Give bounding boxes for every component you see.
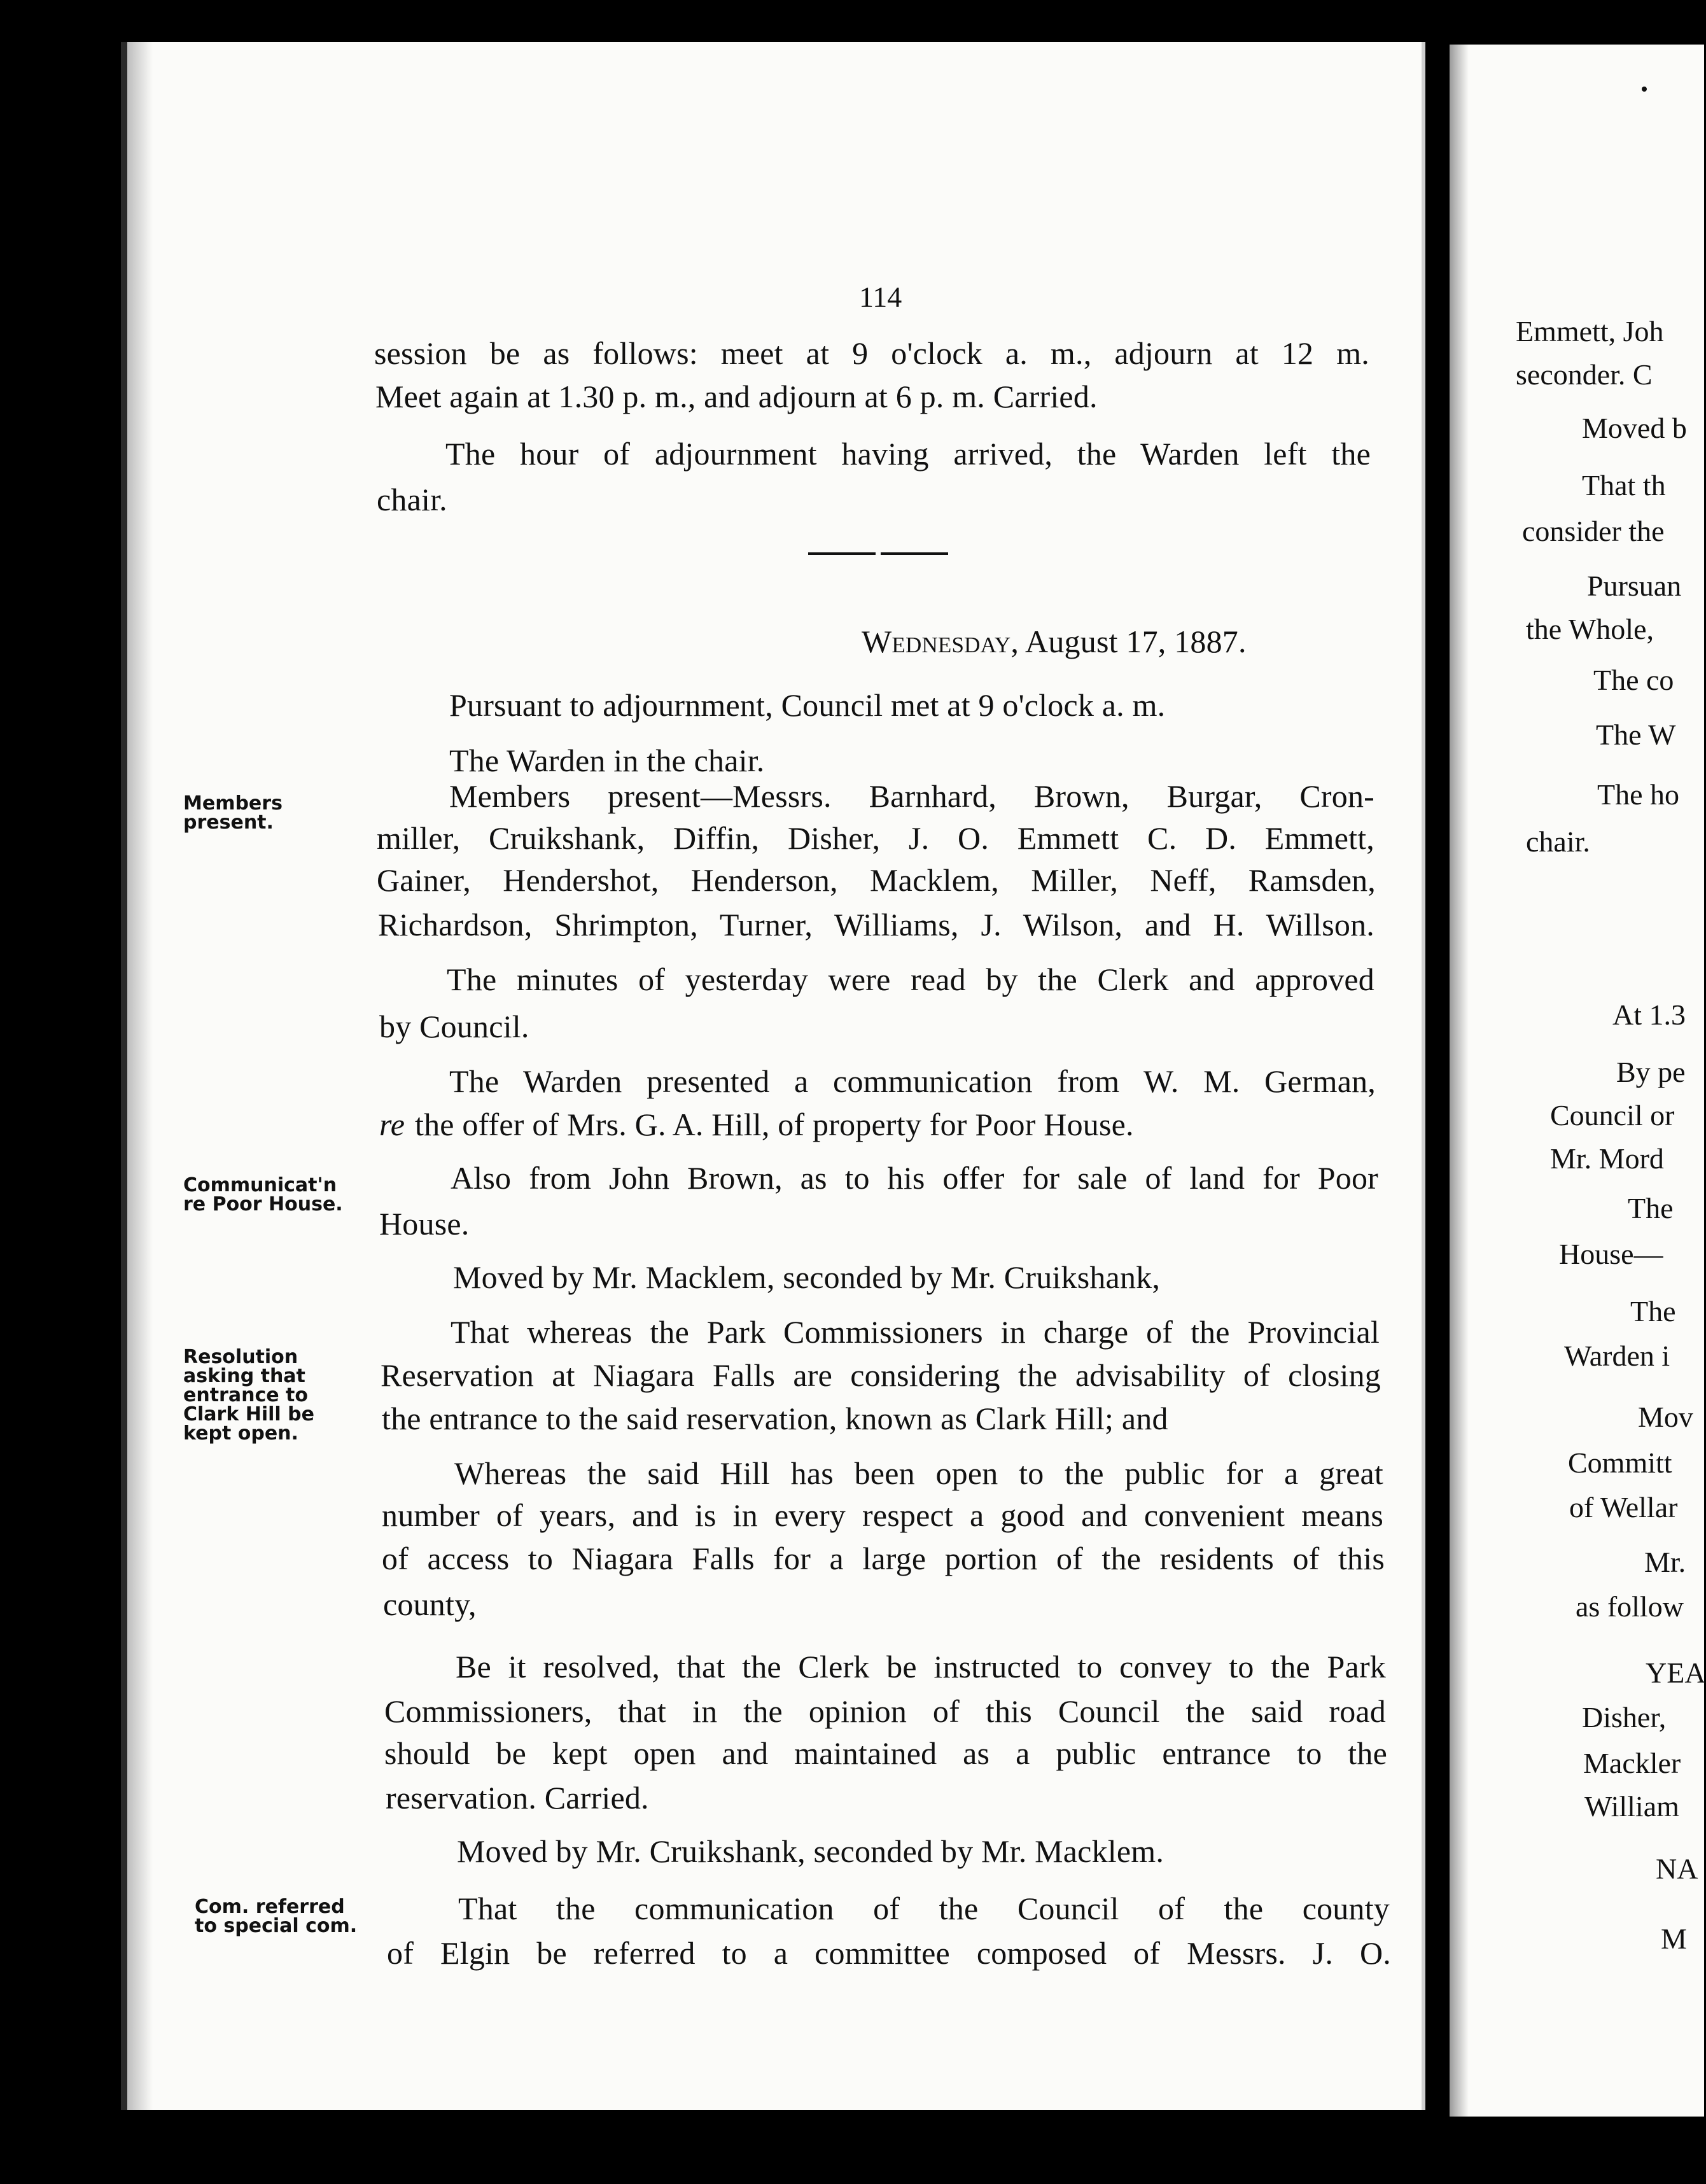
right-text-line: NA — [1656, 1852, 1698, 1885]
right-text-line: consider the — [1522, 515, 1665, 547]
text-line: Moved by Mr. Macklem, seconded by Mr. Cruikshank, — [453, 1259, 1161, 1295]
right-text-line: Moved b — [1582, 412, 1687, 444]
text-line: Gainer, Hendershot, Henderson, Macklem, Miller, Neff, Ramsden, — [377, 862, 1376, 898]
date-heading-date: August 17, 1887. — [1025, 624, 1247, 659]
text-line: of access to Niagara Falls for a large portion of the residents of this — [382, 1541, 1385, 1576]
text-line: Richardson, Shrimpton, Turner, Williams, J. Wilson, and H. Willson. — [378, 907, 1374, 942]
right-text-line: the Whole, — [1526, 613, 1654, 645]
text-line: Also from John Brown, as to his offer for sale of land for Poor — [451, 1160, 1378, 1196]
text-line: The Warden presented a communication from W. M. German, — [449, 1063, 1376, 1099]
right-text-line: Pursuan — [1587, 570, 1682, 602]
text-line: Pursuant to adjournment, Council met at 9 o'clock a. m. — [449, 687, 1166, 723]
text-line: re — [379, 1107, 405, 1142]
text-line: Be it resolved, that the Clerk be instructed to convey to the Park — [456, 1649, 1386, 1684]
text-line: the entrance to the said reservation, known as Clark Hill; and — [382, 1401, 1168, 1436]
page-number: 114 — [859, 281, 902, 313]
right-text-line: Mr. Mord — [1550, 1142, 1664, 1175]
right-text-line: William — [1584, 1790, 1679, 1823]
text-line: by Council. — [379, 1009, 529, 1044]
ink-speck — [1642, 87, 1647, 92]
right-text-line: Warden i — [1564, 1340, 1670, 1372]
margin-note: Members present. — [183, 792, 283, 834]
right-text-line: By pe — [1616, 1056, 1686, 1088]
date-heading — [862, 626, 1247, 657]
right-text-line: Committ — [1568, 1446, 1672, 1479]
right-text-line: Mackler — [1583, 1747, 1681, 1779]
right-text-line: as follow — [1576, 1590, 1684, 1623]
text-line: chair. — [377, 482, 447, 517]
right-text-line: Mov — [1638, 1401, 1693, 1433]
right-text-line: of Wellar — [1569, 1491, 1678, 1523]
margin-note: Com. referred to special com. — [195, 1896, 358, 1937]
section-divider — [808, 552, 948, 555]
text-line: House. — [379, 1206, 470, 1242]
right-text-line: Emmett, Joh — [1516, 315, 1664, 347]
text-line: Commissioners, that in the opinion of this Council the said road — [384, 1693, 1386, 1729]
right-text-line: That th — [1582, 469, 1666, 501]
text-line: That the communication of the Council of the county — [458, 1891, 1390, 1926]
text-line: Meet again at 1.30 p. m., and adjourn at 6 p. m. Carried. — [375, 379, 1098, 414]
right-text-line: YEA — [1646, 1656, 1706, 1689]
text-line: The hour of adjournment having arrived, the Warden left the — [445, 436, 1371, 472]
right-text-line: The ho — [1597, 778, 1680, 811]
text-line: the offer of Mrs. G. A. Hill, of property for Poor House. — [415, 1107, 1134, 1142]
right-text-line: House— — [1559, 1238, 1663, 1270]
text-line: of Elgin be referred to a committee composed of Messrs. J. O. — [387, 1935, 1391, 1971]
right-text-line: The — [1628, 1192, 1674, 1224]
date-heading-day: Wednesday, — [862, 624, 1019, 659]
text-line: session be as follows: meet at 9 o'clock a. m., adjourn at 12 m. — [374, 335, 1369, 371]
right-text-line: The co — [1593, 664, 1674, 696]
text-line: reservation. Carried. — [386, 1780, 649, 1816]
text-line: number of years, and is in every respect a good and convenient means — [382, 1497, 1383, 1533]
text-line: The Warden in the chair. — [449, 743, 765, 778]
text-line: Members present—Messrs. Barnhard, Brown, Burgar, Cron- — [449, 778, 1374, 814]
text-line: The minutes of yesterday were read by the Clerk and approved — [447, 962, 1374, 997]
right-text-line: The — [1630, 1295, 1676, 1327]
text-line: Whereas the said Hill has been open to the public for a great — [454, 1455, 1383, 1491]
right-text-line: Council or — [1550, 1099, 1675, 1131]
right-text-line: At 1.3 — [1612, 998, 1686, 1031]
text-line: county, — [383, 1586, 477, 1622]
right-text-line: M — [1661, 1922, 1687, 1955]
right-text-line: chair. — [1526, 825, 1590, 858]
margin-note: Resolution asking that entrance to Clark Hill be kept open. — [183, 1346, 314, 1445]
right-text-line: Disher, — [1582, 1701, 1667, 1733]
text-line: miller, Cruikshank, Diffin, Disher, J. O. Emmett C. D. Emmett, — [377, 820, 1374, 856]
text-line: should be kept open and maintained as a public entrance to the — [384, 1735, 1387, 1771]
right-text-line: The W — [1596, 718, 1676, 751]
right-text-line: seconder. C — [1516, 358, 1653, 391]
text-line: That whereas the Park Commissioners in charge of the Provincial — [451, 1314, 1380, 1350]
text-line: Reservation at Niagara Falls are considering the advisability of closing — [381, 1357, 1381, 1393]
text-line: Moved by Mr. Cruikshank, seconded by Mr. Macklem. — [457, 1833, 1164, 1869]
margin-note: Communicat'n re Poor House. — [183, 1174, 343, 1215]
right-text-line: Mr. — [1644, 1546, 1686, 1578]
